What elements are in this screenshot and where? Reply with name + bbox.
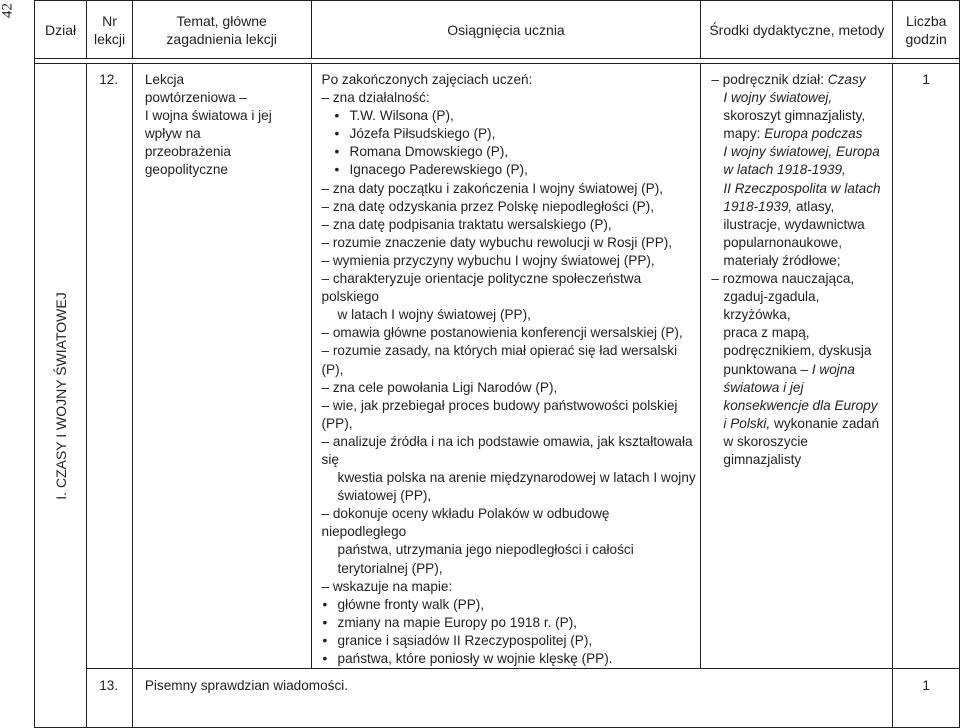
lesson-12-resources	[701, 64, 893, 669]
header-srodki: Środki dydaktyczne, metody	[701, 1, 893, 59]
resource-line: w skoroszycie	[723, 433, 808, 449]
lesson-13-hours: 1	[893, 669, 960, 728]
resource-line: światowa i jej	[723, 379, 804, 395]
resource-line: – podręcznik dział: Czasy	[711, 72, 866, 87]
resource-line: II Rzeczpospolita w latach	[723, 180, 881, 196]
header-row	[35, 1, 960, 59]
header-nr: Nr lekcji	[87, 1, 133, 59]
resource-line: – rozmowa nauczająca,	[711, 271, 855, 287]
resource-line: mapy: Europa podczas	[723, 126, 863, 142]
resource-line: konsekwencje dla Europy	[723, 397, 878, 413]
lesson-12-number: 12.	[87, 64, 133, 669]
resource-line: podręcznikiem, dyskusja	[723, 343, 872, 359]
header-liczba: Liczba godzin	[893, 1, 960, 59]
list-item: – rozumie zasady, na których miał opierać się ład wersalski (P),	[321, 343, 678, 377]
list-item: – zna cele powołania Ligi Narodów (P),	[321, 379, 558, 395]
lesson-13-row	[35, 669, 960, 728]
list-item: – wskazuje na mapie:	[321, 578, 453, 594]
list-item: – dokonuje oceny wkładu Polaków w odbudowę niepodległego	[321, 506, 610, 540]
section-title: I. CZASY I WOJNY ŚWIATOWEJ	[52, 291, 69, 500]
map-item: • zmiany na mapie Europy po 1918 r. (P),	[322, 614, 697, 632]
list-item: – zna daty początku i zakończenia I wojny światowej (P),	[321, 180, 664, 196]
resource-line: materiały źródłowe;	[723, 252, 841, 268]
resource-line: I wojny światowej, Europa	[723, 144, 880, 160]
list-item-cont: państwa, utrzymania jego niepodległości i całości terytorialnej (PP),	[337, 542, 634, 576]
resource-line: I wojny światowej,	[723, 90, 833, 106]
section-title-cell	[35, 64, 87, 728]
list-item: • Romana Dmowskiego (P),	[334, 143, 697, 161]
lesson-12-row	[35, 64, 960, 669]
map-item: • granice i sąsiadów II Rzeczypospolitej (P),	[322, 632, 697, 650]
resource-line: praca z mapą,	[723, 325, 810, 341]
list-item: – wie, jak przebiegał proces budowy państwowości polskiej (PP),	[321, 397, 678, 431]
list-item: – zna działalność:	[321, 90, 430, 106]
map-item: • państwa, które poniosły w wojnie klęskę (PP).	[322, 650, 697, 668]
resource-line: 1918-1939, atlasy,	[723, 198, 835, 214]
resource-line: popularnonaukowe,	[723, 234, 843, 250]
achievements-intro: Po zakończonych zajęciach uczeń:	[321, 72, 533, 87]
list-item: – zna datę podpisania traktatu wersalskiego (P),	[321, 216, 612, 232]
resource-line: w latach 1918-1939,	[723, 162, 846, 178]
list-item-cont: w latach I wojny światowej (PP),	[337, 307, 531, 323]
list-item: – wymienia przyczyny wybuchu I wojny światowej (PP),	[321, 252, 655, 268]
resource-line: skoroszyt gimnazjalisty,	[723, 108, 866, 124]
page-number: 42	[0, 3, 16, 18]
list-item: • Ignacego Paderewskiego (P),	[334, 161, 697, 179]
list-item: • T.W. Wilsona (P),	[334, 107, 697, 125]
header-temat: Temat, główne zagadnienia lekcji	[132, 1, 311, 59]
lesson-12-achievements	[311, 64, 701, 669]
list-item-cont: światowej (PP),	[337, 488, 432, 504]
resource-line: zgaduj-zgadula, krzyżówka,	[723, 289, 820, 323]
resource-line: i Polski, wykonanie zadań	[723, 415, 880, 431]
list-item: • Józefa Piłsudskiego (P),	[334, 125, 697, 143]
header-osiagniecia: Osiągnięcia ucznia	[311, 1, 701, 59]
list-item: – analizuje źródła i na ich podstawie omawia, jak kształtowała się	[321, 433, 693, 467]
header-dzial: Dział	[35, 1, 87, 59]
lesson-12-hours: 1	[893, 64, 960, 669]
lesson-13-topic: Pisemny sprawdzian wiadomości.	[132, 669, 893, 728]
resource-line: punktowana – I wojna	[723, 361, 855, 377]
resource-line: gimnazjalisty	[723, 451, 802, 467]
list-item: – charakteryzuje orientacje polityczne społeczeństwa polskiego	[321, 271, 642, 305]
list-item: – omawia główne postanowienia konferencji wersalskiej (P),	[321, 325, 683, 341]
list-item-cont: kwestia polska na arenie międzynarodowej w latach I wojny	[337, 470, 696, 486]
curriculum-table	[34, 0, 960, 728]
map-item: • główne fronty walk (PP),	[322, 596, 697, 614]
lesson-13-number: 13.	[87, 669, 133, 728]
lesson-12-topic: Lekcja powtórzeniowa – I wojna światowa i jej wpływ na przeobrażenia geopolityczne	[132, 64, 311, 669]
list-item: – rozumie znaczenie daty wybuchu rewolucji w Rosji (PP),	[321, 234, 673, 250]
resource-line: ilustracje, wydawnictwa	[723, 216, 865, 232]
list-item: – zna datę odzyskania przez Polskę niepodległości (P),	[321, 198, 655, 214]
